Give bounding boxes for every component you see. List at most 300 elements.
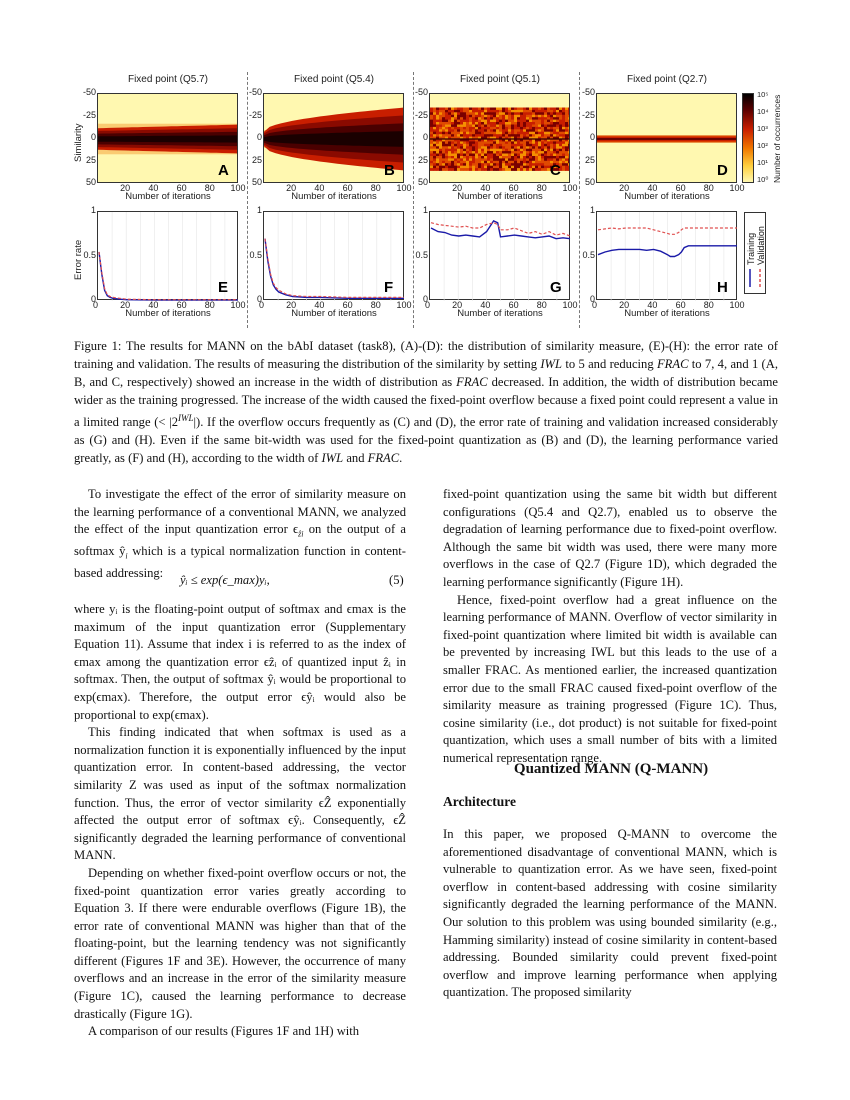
heatmap-cell [490,168,493,171]
heatmap-cell [469,129,472,132]
heatmap-cell [565,141,568,144]
heatmap-cell [433,108,436,111]
heat-y-tick: -50 [249,87,263,97]
heat-x-tick: 100 [396,183,412,193]
heatmap-cell [568,127,570,130]
heatmap-cell [568,132,570,135]
heatmap-cell [505,146,508,149]
heatmap-cell [436,132,439,135]
heatmap-cell [484,154,487,157]
heatmap-cell [436,120,439,123]
heatmap-cell [523,110,526,113]
error-x-tick: 0 [259,300,265,310]
heatmap-cell [505,161,508,164]
heatmap-cell [496,129,499,132]
heatmap-cell [541,132,544,135]
heatmap-cell [562,122,565,125]
heatmap-cell [511,112,514,115]
heat-x-tick: 60 [508,183,519,193]
heatmap-cell [484,129,487,132]
heatmap-cell [433,146,436,149]
heatmap-cell [451,132,454,135]
heatmap-cell [454,168,457,171]
heatmap-cell [481,163,484,166]
heatmap-cell [439,146,442,149]
heatmap-cell [463,129,466,132]
heatmap-cell [451,158,454,161]
heatmap-cell [457,108,460,111]
heatmap-cell [484,120,487,123]
heatmap-cell [529,120,532,123]
heatmap-cell [562,127,565,130]
heatmap-cell [496,151,499,154]
heatmap-cell [565,120,568,123]
heatmap-cell [508,120,511,123]
heatmap-cell [445,108,448,111]
heatmap-cell [436,154,439,157]
heatmap-cell [454,122,457,125]
heatmap-cell [556,144,559,147]
heatmap-cell [430,115,433,118]
heatmap-cell [460,141,463,144]
heatmap-cell [439,166,442,169]
heatmap-cell [478,154,481,157]
heatmap-cell [493,127,496,130]
heatmap-cell [532,168,535,171]
heatmap-cell [472,156,475,159]
heatmap-cell [517,141,520,144]
heatmap-density-band [98,135,238,142]
heatmap-cell [463,168,466,171]
heatmap-cell [484,151,487,154]
heatmap-cell [508,117,511,120]
heatmap-cell [463,125,466,128]
heatmap-cell [532,146,535,149]
heatmap-cell [553,149,556,152]
heatmap-cell [499,132,502,135]
heatmap-cell [430,156,433,159]
heatmap-cell [568,115,570,118]
heatmap-cell [445,158,448,161]
heatmap-cell [475,129,478,132]
heatmap-cell [553,141,556,144]
error-x-tick: 40 [314,300,325,310]
heatmap-cell [535,127,538,130]
heatmap-cell [565,161,568,164]
error-y-tick: 0 [422,294,428,304]
heatmap-cell [520,134,523,137]
heatmap-cell [529,117,532,120]
heat-x-tick: 60 [675,183,686,193]
heatmap-cell [478,108,481,111]
heatmap-cell [535,115,538,118]
heatmap-cell [553,112,556,115]
heat-x-tick: 80 [370,183,381,193]
heatmap-cell [433,117,436,120]
heatmap-cell [547,146,550,149]
heatmap-cell [520,122,523,125]
heatmap-cell [529,166,532,169]
heatmap-cell [442,146,445,149]
panel-title: Fixed point (Q5.1) [459,74,541,85]
heatmap-cell [430,168,433,171]
heatmap-cell [454,144,457,147]
heatmap-cell [448,112,451,115]
heatmap-cell [553,117,556,120]
heatmap-cell [544,163,547,166]
heatmap-cell [463,112,466,115]
heatmap-cell [526,158,529,161]
heatmap-cell [469,141,472,144]
heatmap-cell [433,129,436,132]
heatmap-cell [541,154,544,157]
heatmap-cell [451,154,454,157]
heatmap-cell [475,168,478,171]
heatmap-cell [466,134,469,137]
heatmap-cell [472,168,475,171]
heatmap-cell [433,122,436,125]
heatmap-cell [496,141,499,144]
heatmap-cell [529,115,532,118]
error-y-tick: 0 [589,294,595,304]
heatmap-cell [520,149,523,152]
heatmap-cell [496,127,499,130]
heatmap-cell [439,154,442,157]
heatmap-cell [547,144,550,147]
heatmap-cell [481,151,484,154]
heatmap-cell [451,163,454,166]
heatmap-cell [469,144,472,147]
heatmap-cell [436,127,439,130]
heatmap-cell [439,156,442,159]
heatmap-cell [526,156,529,159]
heatmap-cell [562,166,565,169]
heatmap-cell [520,117,523,120]
heatmap-cell [535,122,538,125]
heatmap-cell [517,132,520,135]
heatmap-cell [520,161,523,164]
heatmap-cell [523,166,526,169]
heatmap-cell [469,149,472,152]
heatmap-cell [490,161,493,164]
heatmap-cell [538,120,541,123]
heatmap-cell [526,112,529,115]
heatmap-cell [439,115,442,118]
heatmap-cell [541,163,544,166]
heatmap-cell [523,161,526,164]
heatmap-cell [556,112,559,115]
heatmap-cell [556,108,559,111]
heat-x-axis-label: Number of iterations [125,191,211,202]
heatmap-cell [505,129,508,132]
heatmap-cell [535,161,538,164]
heatmap-cell [550,144,553,147]
heatmap-cell [475,127,478,130]
heatmap-cell [523,154,526,157]
heatmap-cell [562,112,565,115]
heatmap-cell [517,161,520,164]
heatmap-cell [469,158,472,161]
heatmap-cell [508,144,511,147]
heatmap-cell [499,122,502,125]
heatmap-cell [550,115,553,118]
heatmap-cell [532,151,535,154]
heatmap-cell [490,151,493,154]
heatmap-cell [508,108,511,111]
heatmap-cell [553,156,556,159]
heatmap-cell [511,132,514,135]
error-x-tick: 0 [425,300,431,310]
heatmap-cell [529,132,532,135]
heatmap-cell [568,163,570,166]
heatmap-cell [520,166,523,169]
heatmap-cell [526,134,529,137]
heatmap-cell [442,120,445,123]
heatmap-cell [439,151,442,154]
heatmap-cell [460,110,463,113]
heatmap-cell [487,132,490,135]
heatmap-cell [499,151,502,154]
heatmap-cell [484,110,487,113]
heatmap-cell [517,117,520,120]
heatmap-cell [493,108,496,111]
heatmap-cell [556,141,559,144]
heatmap-cell [454,146,457,149]
heatmap-cell [466,129,469,132]
heatmap-cell [511,163,514,166]
heatmap-cell [487,122,490,125]
heatmap-cell [559,134,562,137]
heatmap-cell [529,163,532,166]
heatmap-cell [559,158,562,161]
heatmap-cell [463,141,466,144]
error-x-tick: 60 [675,300,686,310]
heatmap-cell [469,110,472,113]
heatmap-cell [454,120,457,123]
heatmap-cell [445,166,448,169]
heatmap-cell [499,163,502,166]
paragraph: Hence, fixed-point overflow had a great influence on the learning performance of MANN. Overflow of vector similarity in fixed-point quantization where limited bit width is available can be prevented by increasing IWL but this leads to the use of a smaller FRAC. As mentioned earlier, the increased quantization error due to the small FRAC caused fixed-point overflow of the similarity measure as training progressed (Figure 1C). Thus, cosine similarity (i.e., dot product) is not suitable for fixed-point quantization, which uses a small number of bits with a limited numerical representation range. [443,592,777,765]
heatmap-cell [529,156,532,159]
heatmap-cell [514,163,517,166]
error-x-tick: 0 [93,300,99,310]
heatmap-cell [562,129,565,132]
heatmap-cell [562,154,565,157]
heatmap-cell [511,120,514,123]
heatmap-cell [448,122,451,125]
heatmap-cell [463,154,466,157]
heatmap-cell [559,125,562,128]
heatmap-cell [550,120,553,123]
heatmap-cell [478,110,481,113]
heatmap-cell [442,168,445,171]
heatmap-cell [529,125,532,128]
heat-x-tick: 20 [619,183,630,193]
heatmap-cell [466,144,469,147]
legend-validation-label: Validation [756,226,766,265]
heatmap-cell [463,108,466,111]
heatmap-cell [547,141,550,144]
heatmap-cell [523,156,526,159]
heatmap-cell [472,161,475,164]
heatmap-cell [436,141,439,144]
heatmap-cell [478,151,481,154]
error-y-tick: 0.5 [582,249,595,260]
heatmap-cell [559,156,562,159]
heatmap-cell [502,127,505,130]
heatmap-cell [520,158,523,161]
heatmap-cell [541,144,544,147]
heatmap-cell [433,151,436,154]
heatmap-cell [508,122,511,125]
heatmap-cell [505,134,508,137]
heatmap-cell [445,125,448,128]
heatmap-cell [511,158,514,161]
heatmap-cell [517,146,520,149]
heatmap-cell [505,151,508,154]
heatmap-cell [460,166,463,169]
heatmap-cell [568,134,570,137]
heatmap-cell [451,151,454,154]
heatmap-cell [559,141,562,144]
heatmap-cell [496,168,499,171]
heatmap-cell [559,108,562,111]
left-column-body [74,601,406,1041]
heatmap-cell [511,168,514,171]
heatmap-cell [454,110,457,113]
heatmap-cell [466,115,469,118]
heatmap-cell [451,146,454,149]
heatmap-cell [565,132,568,135]
heatmap-cell [544,129,547,132]
heatmap-cell [463,156,466,159]
heatmap-cell [538,146,541,149]
heatmap-cell [466,151,469,154]
heatmap-cell [466,161,469,164]
heatmap-cell [442,132,445,135]
heatmap-cell [502,115,505,118]
heatmap-cell [430,151,433,154]
heatmap-cell [544,154,547,157]
heatmap-cell [565,129,568,132]
heatmap-cell [436,168,439,171]
heatmap-cell [490,158,493,161]
heatmap-cell [454,154,457,157]
heatmap-cell [481,132,484,135]
heatmap-cell [484,146,487,149]
heatmap-cell [508,134,511,137]
heatmap-cell [433,168,436,171]
heat-y-tick: -25 [249,109,263,120]
heatmap-cell [556,134,559,137]
heatmap-cell [460,117,463,120]
heatmap-cell [505,168,508,171]
heatmap-cell [505,127,508,130]
heatmap-cell [505,154,508,157]
heatmap-cell [472,120,475,123]
heatmap-cell [547,120,550,123]
heatmap-cell [466,146,469,149]
heatmap-cell [562,115,565,118]
heatmap-cell [532,141,535,144]
heatmap-cell [553,110,556,113]
error-x-tick: 20 [619,300,630,310]
heatmap-cell [481,112,484,115]
heatmap-cell [445,115,448,118]
heatmap-cell [460,132,463,135]
heatmap-cell [526,154,529,157]
heatmap-cell [460,108,463,111]
heatmap-cell [496,149,499,152]
heatmap-cell [544,115,547,118]
heatmap-cell [562,134,565,137]
heatmap-cell [568,120,570,123]
heatmap-cell [469,161,472,164]
error-x-tick: 60 [508,300,519,310]
paragraph: In this paper, we proposed Q-MANN to overcome the aforementioned disadvantage of conventional MANN, which is vulnerable to quantization error. As we have seen, fixed-point overflow in content-based addressing with cosine similarity significantly degraded the learning performance of the MANN. Our solution to this problem was using bounded similarity (e.g., Hamming similarity) instead of cosine similarity in content-based addressing. Bounded similarity could prevent fixed-point overflow and improve learning performance when applying quantization. The proposed similarity [443,827,777,1000]
heatmap-cell [448,166,451,169]
right-column-bottom [443,826,777,1002]
heatmap-cell [460,127,463,130]
heatmap-cell [466,149,469,152]
heatmap-cell [535,149,538,152]
heatmap-cell [538,127,541,130]
heatmap-cell [451,156,454,159]
heatmap-cell [541,161,544,164]
error-plot-f [263,211,404,300]
heatmap-cell [553,158,556,161]
heatmap-cell [529,129,532,132]
heatmap-cell [556,115,559,118]
heatmap-cell [463,127,466,130]
heatmap-cell [568,122,570,125]
equation-number: (5) [389,573,404,587]
heatmap-cell [430,132,433,135]
heatmap-cell [463,132,466,135]
heatmap-cell [487,156,490,159]
heatmap-cell [562,163,565,166]
heatmap-cell [466,154,469,157]
heatmap-cell [445,161,448,164]
heatmap-cell [544,149,547,152]
heatmap-cell [511,141,514,144]
heatmap-cell [541,129,544,132]
heatmap-cell [484,168,487,171]
heatmap-cell [430,158,433,161]
error-x-tick: 20 [452,300,463,310]
heatmap-cell [520,156,523,159]
heatmap-cell [472,132,475,135]
error-x-tick: 40 [480,300,491,310]
error-x-tick: 100 [230,300,246,310]
heatmap-cell [556,110,559,113]
heatmap-cell [451,110,454,113]
heatmap-cell [556,120,559,123]
heatmap-cell [475,146,478,149]
heatmap-cell [559,120,562,123]
heatmap-cell [475,154,478,157]
heatmap-cell [562,120,565,123]
heatmap-cell [535,163,538,166]
heatmap-cell [454,149,457,152]
heatmap-cell [529,158,532,161]
heatmap-cell [472,141,475,144]
heatmap-cell [562,125,565,128]
heatmap-cell [451,112,454,115]
heatmap-cell [466,141,469,144]
heatmap-cell [481,166,484,169]
panel-separator [247,72,248,328]
